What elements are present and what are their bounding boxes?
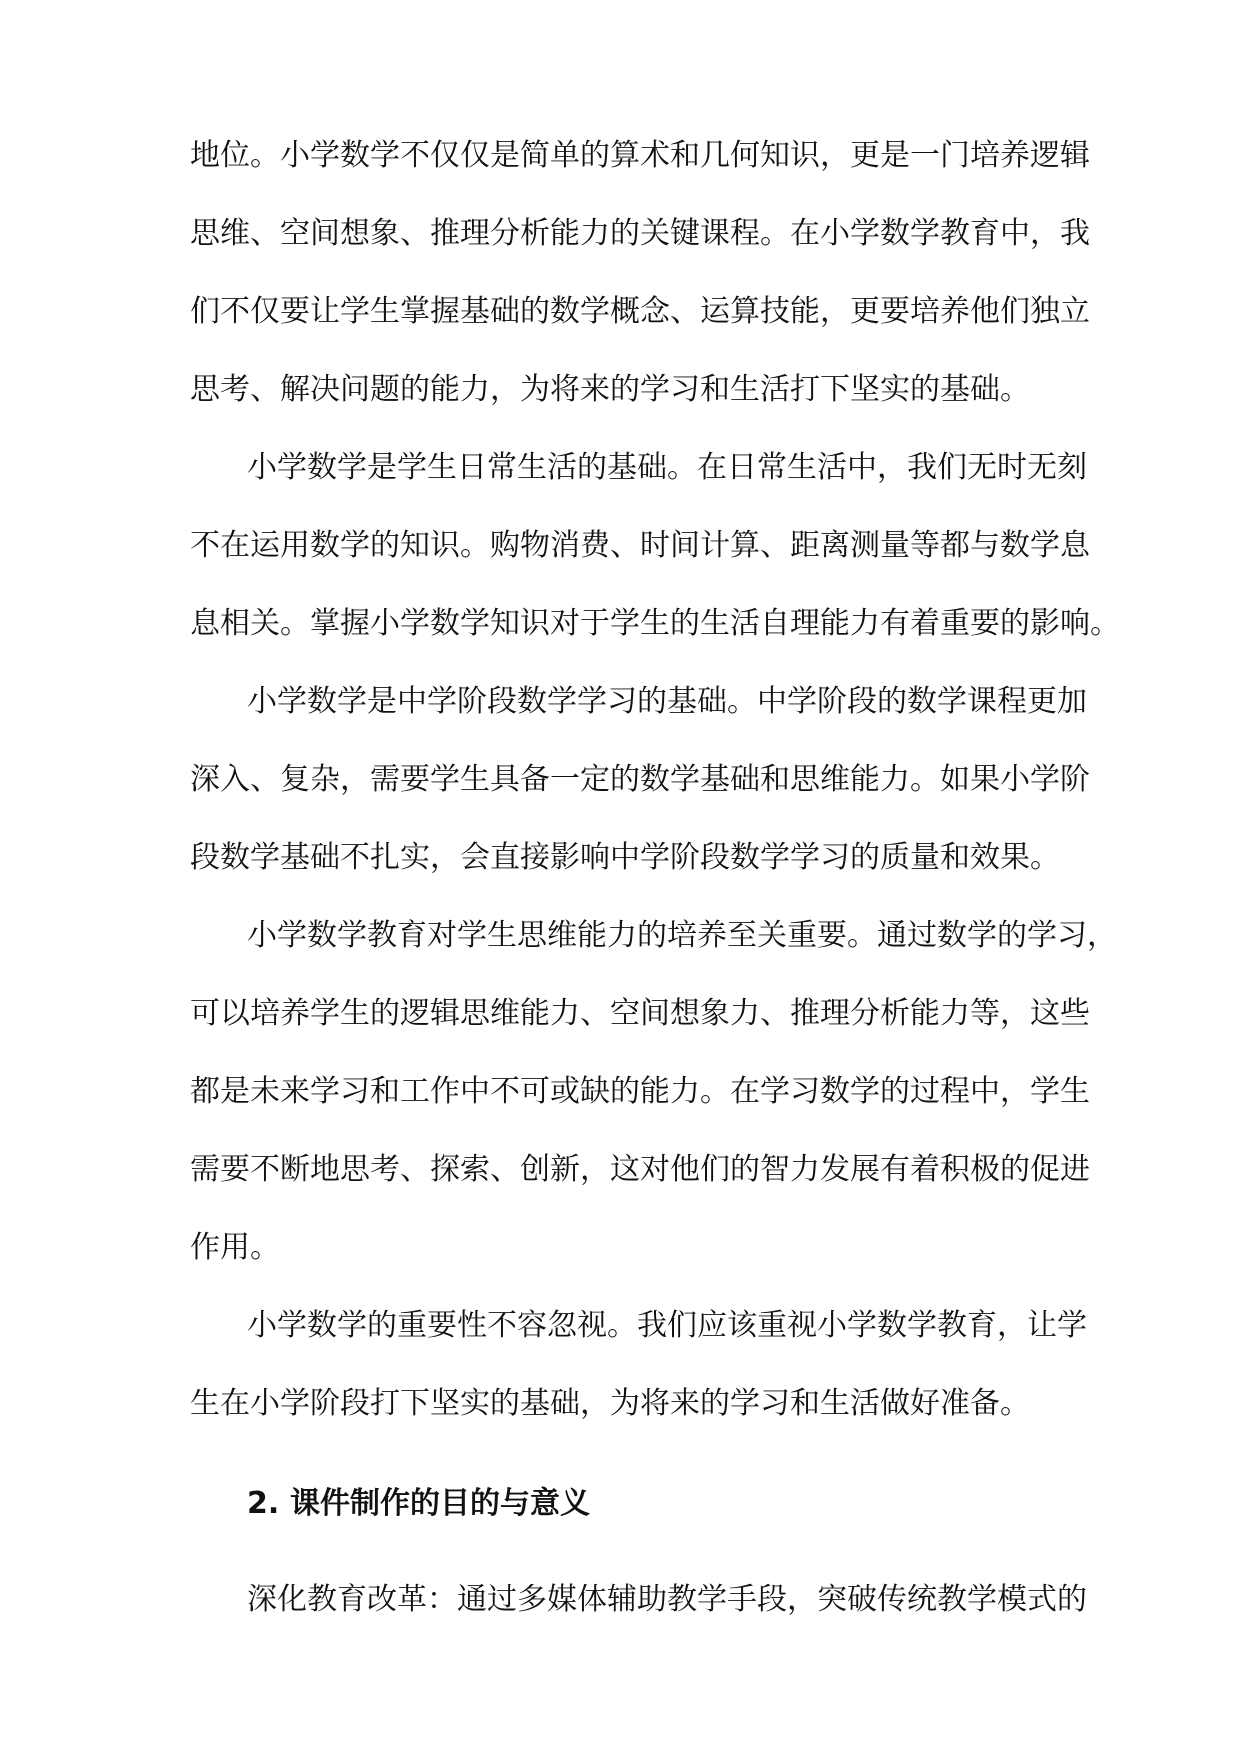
paragraph-4-line-4: 需要不断地思考、探索、创新，这对他们的智力发展有着积极的促进 bbox=[190, 1152, 1090, 1187]
paragraph-2-line-1: 小学数学是学生日常生活的基础。在日常生活中，我们无时无刻 bbox=[247, 450, 1087, 485]
paragraph-5-line-1: 小学数学的重要性不容忽视。我们应该重视小学数学教育，让学 bbox=[247, 1308, 1087, 1343]
paragraph-3-line-2: 深入、复杂，需要学生具备一定的数学基础和思维能力。如果小学阶 bbox=[190, 762, 1090, 797]
paragraph-2-line-3: 息相关。掌握小学数学知识对于学生的生活自理能力有着重要的影响。 bbox=[190, 606, 1120, 641]
paragraph-4-line-3: 都是未来学习和工作中不可或缺的能力。在学习数学的过程中，学生 bbox=[190, 1074, 1090, 1109]
paragraph-4-line-5: 作用。 bbox=[190, 1230, 280, 1265]
paragraph-1-line-3: 们不仅要让学生掌握基础的数学概念、运算技能，更要培养他们独立 bbox=[190, 294, 1090, 329]
section-heading-number: 2. bbox=[247, 1486, 280, 1521]
paragraph-4-line-1: 小学数学教育对学生思维能力的培养至关重要。通过数学的学习， bbox=[247, 918, 1117, 953]
paragraph-1-line-4: 思考、解决问题的能力，为将来的学习和生活打下坚实的基础。 bbox=[190, 372, 1030, 407]
paragraph-6-line-1: 深化教育改革：通过多媒体辅助教学手段，突破传统教学模式的 bbox=[247, 1582, 1087, 1617]
section-heading bbox=[247, 1484, 590, 1524]
paragraph-4-line-2: 可以培养学生的逻辑思维能力、空间想象力、推理分析能力等，这些 bbox=[190, 996, 1090, 1031]
section-heading-title: 课件制作的目的与意义 bbox=[290, 1486, 590, 1521]
paragraph-1-line-1: 地位。小学数学不仅仅是简单的算术和几何知识，更是一门培养逻辑 bbox=[190, 138, 1090, 173]
paragraph-1-line-2: 思维、空间想象、推理分析能力的关键课程。在小学数学教育中，我 bbox=[190, 216, 1090, 251]
paragraph-5-line-2: 生在小学阶段打下坚实的基础，为将来的学习和生活做好准备。 bbox=[190, 1386, 1030, 1421]
paragraph-3-line-3: 段数学基础不扎实，会直接影响中学阶段数学学习的质量和效果。 bbox=[190, 840, 1060, 875]
paragraph-3-line-1: 小学数学是中学阶段数学学习的基础。中学阶段的数学课程更加 bbox=[247, 684, 1087, 719]
paragraph-2-line-2: 不在运用数学的知识。购物消费、时间计算、距离测量等都与数学息 bbox=[190, 528, 1090, 563]
